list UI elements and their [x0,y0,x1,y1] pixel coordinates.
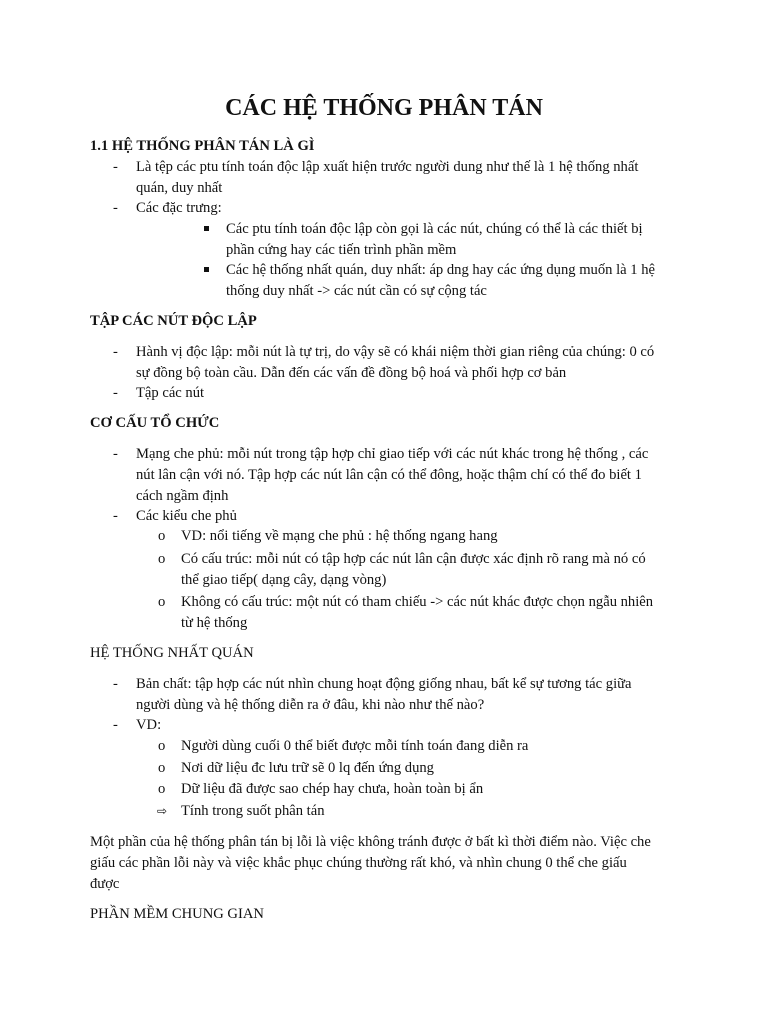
text-line: thống duy nhất -> các nút cần có sự cộng tác [226,283,487,299]
circle-bullet: o [158,551,166,567]
circle-bullet: o [158,781,166,797]
section-heading: HỆ THỐNG NHẤT QUÁN [90,645,254,661]
dash-bullet: - [113,385,118,401]
section-heading: 1.1 HỆ THỐNG PHÂN TÁN LÀ GÌ [90,138,315,154]
paragraph-line: được [90,876,120,892]
text-line: Người dùng cuối 0 thể biết được mỗi tính toán đang diễn ra [181,738,529,754]
dash-bullet: - [113,446,118,462]
text-line: Tập các nút [136,385,205,401]
section-heading: TẬP CÁC NÚT ĐỘC LẬP [90,313,257,329]
text-line: VD: nổi tiếng về mạng che phủ : hệ thống ngang hang [181,528,498,544]
dash-bullet: - [113,508,118,524]
text-line: Nơi dữ liệu đc lưu trữ sẽ 0 lq đến ứng dụng [181,760,434,776]
text-line: nút lân cận với nó. Tập hợp các nút lân cận có thể đông, hoặc thậm chí có thể đo biết 1 [136,467,642,483]
dash-bullet: - [113,676,118,692]
dash-bullet: - [113,717,118,733]
circle-bullet: o [158,738,166,754]
circle-bullet: o [158,760,166,776]
text-line: Các hệ thống nhất quán, duy nhất: áp dng hay các ứng dụng muốn là 1 hệ [226,262,655,278]
circle-bullet: o [158,594,166,610]
text-line: Không có cấu trúc: một nút có tham chiếu -> các nút khác được chọn ngẫu nhiên [181,594,654,610]
text-line: phần cứng hay các tiến trình phần mềm [226,242,457,258]
dash-bullet: - [113,344,118,360]
text-line: VD: [136,717,162,733]
text-line: thể giao tiếp( dạng cây, dạng vòng) [181,572,387,588]
square-bullet [204,267,209,272]
circle-bullet: o [158,528,166,544]
text-line: Các đặc trưng: [136,200,222,216]
text-line: Hành vị độc lập: mỗi nút là tự trị, do vậy sẽ có khái niệm thời gian riêng của chúng: 0 có [136,344,655,360]
square-bullet [204,226,209,231]
section-heading: CƠ CẤU TỔ CHỨC [90,415,220,431]
text-line: sự đồng bộ toàn cầu. Dẫn đến các vấn đề đồng bộ hoá và phối hợp cơ bản [136,365,567,381]
dash-bullet: - [113,200,118,216]
text-line: Các kiểu che phủ [136,508,237,524]
text-line: Mạng che phủ: mỗi nút trong tập hợp chỉ giao tiếp với các nút khác trong hệ thống , các [136,446,649,462]
text-line: Là tệp các ptu tính toán độc lập xuất hiện trước người dung như thế là 1 hệ thống nhất [136,159,639,175]
text-line: Tính trong suốt phân tán [181,803,325,819]
document-title: CÁC HỆ THỐNG PHÂN TÁN [225,95,543,121]
text-line: Bản chất: tập hợp các nút nhìn chung hoạt động giống nhau, bất kể sự tương tác giữa [136,676,632,692]
paragraph-line: giấu các phần lỗi này và việc khắc phục chúng thường rất khó, và nhìn chung 0 thể che giấu [90,855,627,871]
text-line: quán, duy nhất [136,180,223,196]
text-line: Các ptu tính toán độc lập còn gọi là các nút, chúng có thể là các thiết bị [226,221,643,237]
paragraph-line: Một phần của hệ thống phân tán bị lỗi là việc không tránh được ở bất kì thời điểm nào. Việc che [90,834,651,850]
text-line: Dữ liệu đã được sao chép hay chưa, hoàn toàn bị ẩn [181,781,484,797]
text-line: người dùng và hệ thống diễn ra ở đâu, khi nào như thế nào? [136,697,485,713]
text-line: Có cấu trúc: mỗi nút có tập hợp các nút lân cận được xác định rõ rang mà nó có [181,551,646,567]
text-line: từ hệ thống [181,615,248,631]
section-heading: PHẦN MỀM CHUNG GIAN [90,906,264,922]
text-line: cách ngầm định [136,488,229,504]
dash-bullet: - [113,159,118,175]
arrow-icon: ⇨ [157,804,168,818]
